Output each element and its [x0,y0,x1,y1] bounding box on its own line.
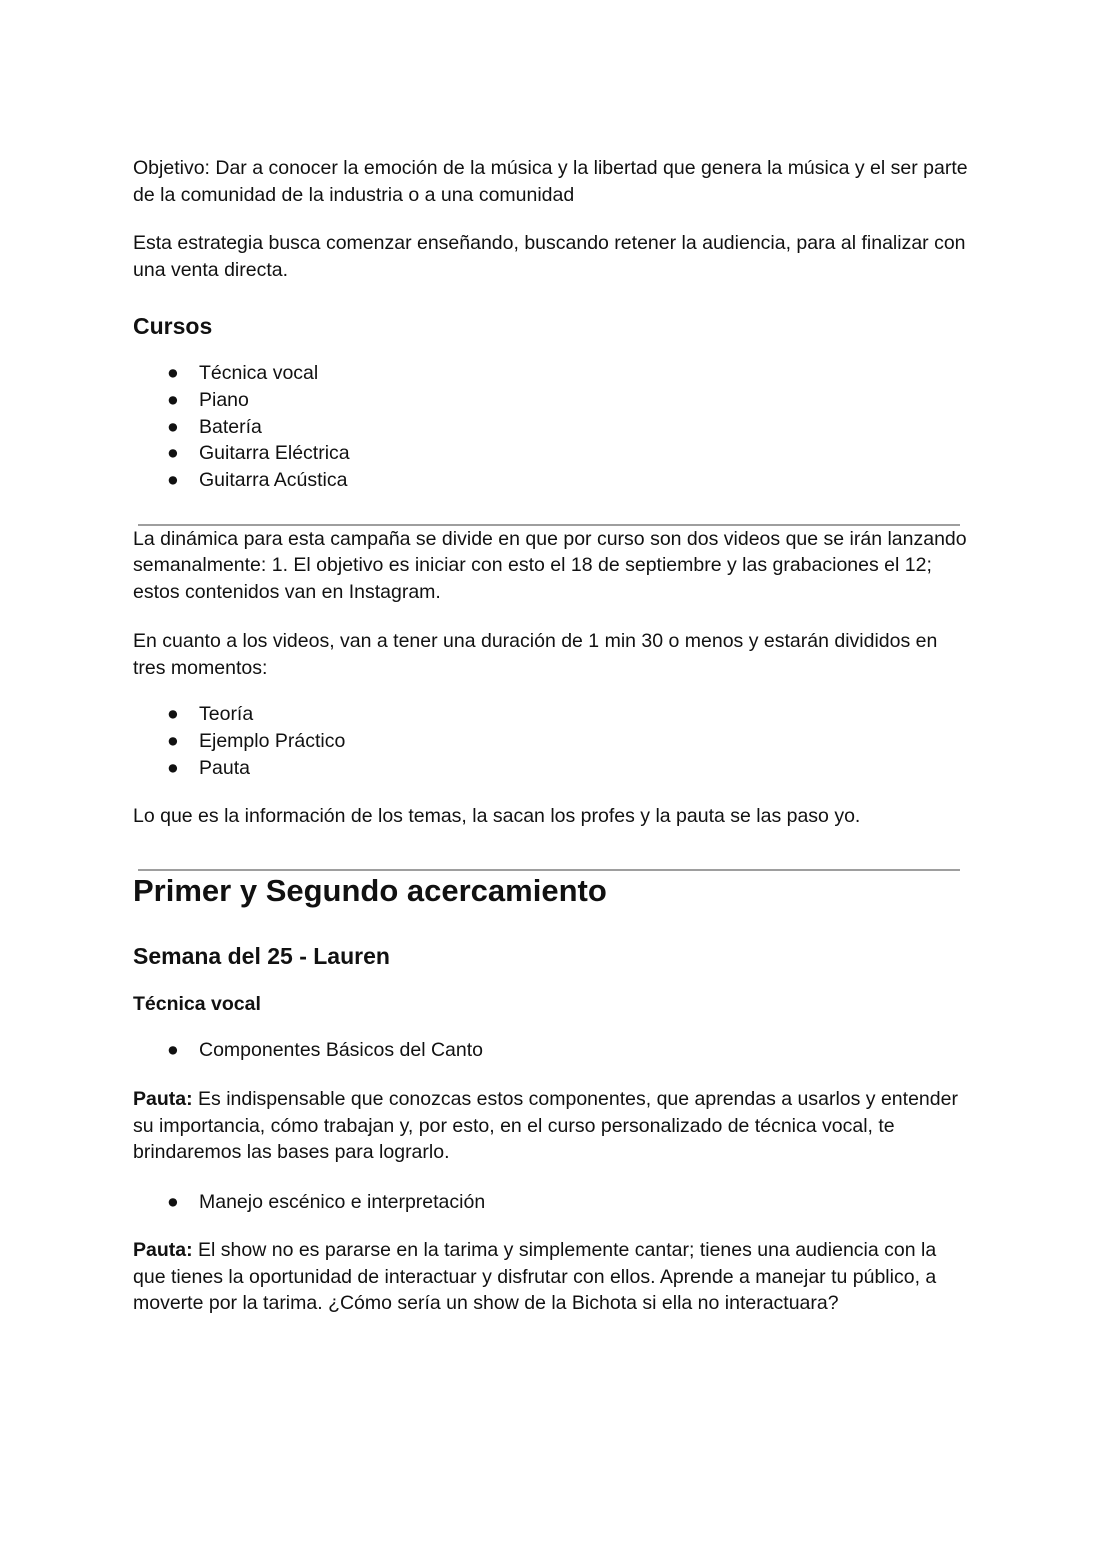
list-item-text: Técnica vocal [199,362,319,384]
list-item [133,414,968,441]
list-item-text: Batería [199,415,262,438]
topic-list [133,1037,968,1064]
section-heading: Primer y Segundo acercamiento [133,873,607,909]
list-item [133,1037,968,1064]
bullet-icon: ● [167,469,179,492]
list-item [133,1189,968,1216]
list-item-text: Piano [199,388,249,411]
pauta-paragraph [133,1237,968,1317]
bullet-icon: ● [167,388,179,411]
bullet-icon: ● [167,442,179,465]
bullet-icon: ● [167,1039,179,1062]
pauta-text: Es indispensable que conozcas estos componentes, que aprendas a usarlos y entender su importancia, cómo trabajan y, por esto, en el curso personalizado de técnica vocal, te brindaremos las bases para lograrlo. [133,1088,958,1164]
list-item [133,360,968,387]
document-content [133,155,968,1317]
list-item-text: Guitarra Eléctrica [199,442,350,465]
strategy-paragraph: Esta estrategia busca comenzar enseñando, buscando retener la audiencia, para al finalizar con una venta directa. [133,232,966,281]
list-item-text: Manejo escénico e interpretación [199,1190,486,1213]
list-item [133,728,968,755]
list-item [133,387,968,414]
list-item [133,701,968,728]
pauta-label: Pauta: [133,1088,193,1111]
cursos-list [133,360,968,494]
bullet-icon: ● [167,703,179,726]
videos-paragraph: En cuanto a los videos, van a tener una duración de 1 min 30 o menos y estarán divididos en tres momentos: [133,630,938,679]
info-paragraph: Lo que es la información de los temas, la sacan los profes y la pauta se las paso yo. [133,804,861,827]
list-item-text: Componentes Básicos del Canto [199,1039,483,1062]
bullet-icon: ● [167,730,179,753]
objective-paragraph: Objetivo: Dar a conocer la emoción de la música y la libertad que genera la música y el ser parte de la comunidad de la industria o a una comunidad [133,157,968,206]
pauta-label: Pauta: [133,1239,193,1262]
list-item [133,755,968,782]
list-item-text: Guitarra Acústica [199,469,348,492]
list-item-text: Ejemplo Práctico [199,730,346,753]
list-item [133,440,968,467]
dinamica-paragraph: La dinámica para esta campaña se divide en que por curso son dos videos que se irán lanzando semanalmente: 1. El objetivo es iniciar con esto el 18 de septiembre y las grabaciones el 12; estos contenidos van en Instagram. [133,527,967,603]
bullet-icon: ● [167,1190,179,1213]
moments-list [133,701,968,781]
week-heading: Semana del 25 - Lauren [133,943,390,970]
course-heading: Técnica vocal [133,993,261,1016]
bullet-icon: ● [167,757,179,780]
pauta-text: El show no es pararse en la tarima y simplemente cantar; tienes una audiencia con la que tienes la oportunidad de interactuar y disfrutar con ellos. Aprende a manejar tu público, a moverte por la tarima. ¿Cómo sería un show de la Bichota si ella no interactuara? [133,1239,937,1315]
cursos-heading: Cursos [133,313,213,339]
bullet-icon: ● [167,415,179,438]
list-item-text: Pauta [199,757,250,780]
list-item [133,467,968,494]
pauta-paragraph [133,1086,968,1166]
topic-list [133,1189,968,1216]
list-item-text: Teoría [199,703,254,726]
bullet-icon: ● [167,362,179,384]
